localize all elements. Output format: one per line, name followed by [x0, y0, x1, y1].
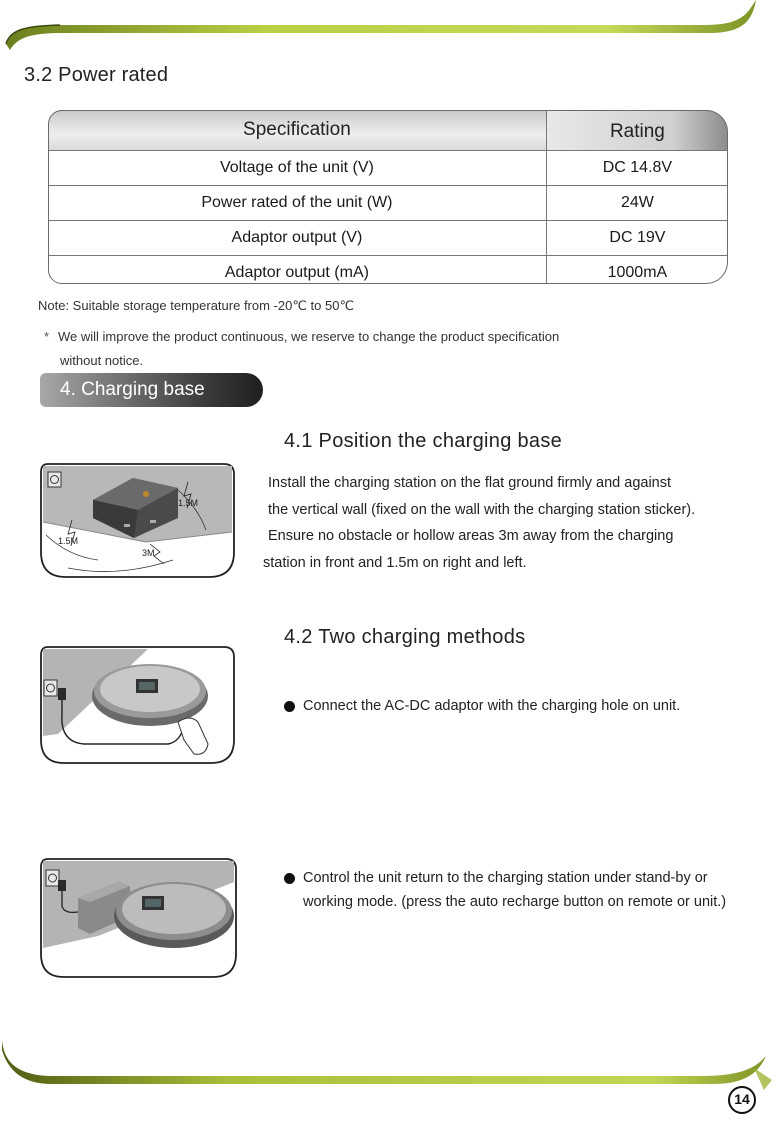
spec-table-header-row — [48, 110, 728, 151]
instruction-line: Ensure no obstacle or hollow areas 3m away from the charging — [268, 528, 674, 544]
distance-label-front: 3M — [142, 548, 155, 558]
table-row — [48, 186, 728, 221]
adaptor-plug-icon — [58, 688, 66, 700]
distance-label-left: 1.5M — [58, 536, 79, 546]
table-cell: 24W — [546, 186, 728, 221]
section-title-power-rated: 3.2 Power rated — [24, 64, 169, 86]
storage-note: Note: Suitable storage temperature from -20℃ to 50℃ — [38, 298, 355, 313]
column-header-specification: Specification — [48, 110, 546, 151]
spec-change-note — [44, 325, 704, 373]
table-cell: Voltage of the unit (V) — [48, 151, 546, 186]
position-instructions — [263, 470, 748, 576]
instruction-line: the vertical wall (fixed on the wall with the charging station sticker). — [268, 501, 696, 518]
adaptor-charging-figure — [38, 644, 236, 766]
distance-label-right: 1.5M — [178, 498, 199, 508]
section-title-position-charging-base: 4.1 Position the charging base — [284, 430, 563, 452]
power-outlet-icon — [48, 472, 61, 487]
method-1-text: Connect the AC-DC adaptor with the charging hole on unit. — [303, 698, 681, 714]
power-outlet-icon — [44, 680, 57, 696]
table-row — [48, 151, 728, 186]
table-cell: Power rated of the unit (W) — [48, 186, 546, 221]
column-header-rating: Rating — [546, 110, 728, 151]
power-outlet-icon — [46, 870, 59, 886]
table-cell: DC 19V — [546, 221, 728, 256]
charging-station-placement-figure — [38, 460, 236, 580]
method-2-text: Control the unit return to the charging station under stand-by or working mode. (press the auto recharge button on remote or unit.) — [303, 870, 727, 910]
table-cell: Adaptor output (mA) — [48, 256, 546, 285]
section-banner-charging-base: 4. Charging base — [40, 373, 263, 407]
instruction-line: station in front and 1.5m on right and left. — [263, 554, 527, 571]
instruction-line: Install the charging station on the flat ground firmly and against — [268, 475, 672, 491]
table-cell: 1000mA — [546, 256, 728, 285]
spec-change-note-line2: without notice. — [60, 353, 144, 368]
table-row — [48, 256, 728, 285]
bullet-dot-icon — [284, 873, 295, 884]
auto-docking-figure — [38, 856, 238, 980]
robot-vacuum-icon — [92, 664, 208, 726]
section-title-two-charging-methods: 4.2 Two charging methods — [284, 626, 526, 648]
method-2-bullet — [284, 866, 744, 914]
method-1-bullet — [284, 694, 744, 718]
table-cell: Adaptor output (V) — [48, 221, 546, 256]
robot-vacuum-icon — [114, 882, 234, 948]
table-cell: DC 14.8V — [546, 151, 728, 186]
adaptor-plug-icon — [58, 880, 66, 891]
spec-change-note-line1: We will improve the product continuous, we reserve to change the product specification — [58, 329, 560, 344]
spec-table — [48, 110, 728, 284]
asterisk-marker: * — [44, 329, 50, 344]
page-number: 14 — [728, 1086, 756, 1114]
table-row — [48, 221, 728, 256]
bullet-dot-icon — [284, 701, 295, 712]
top-swoosh — [6, 0, 756, 50]
bottom-swoosh — [2, 1040, 772, 1090]
